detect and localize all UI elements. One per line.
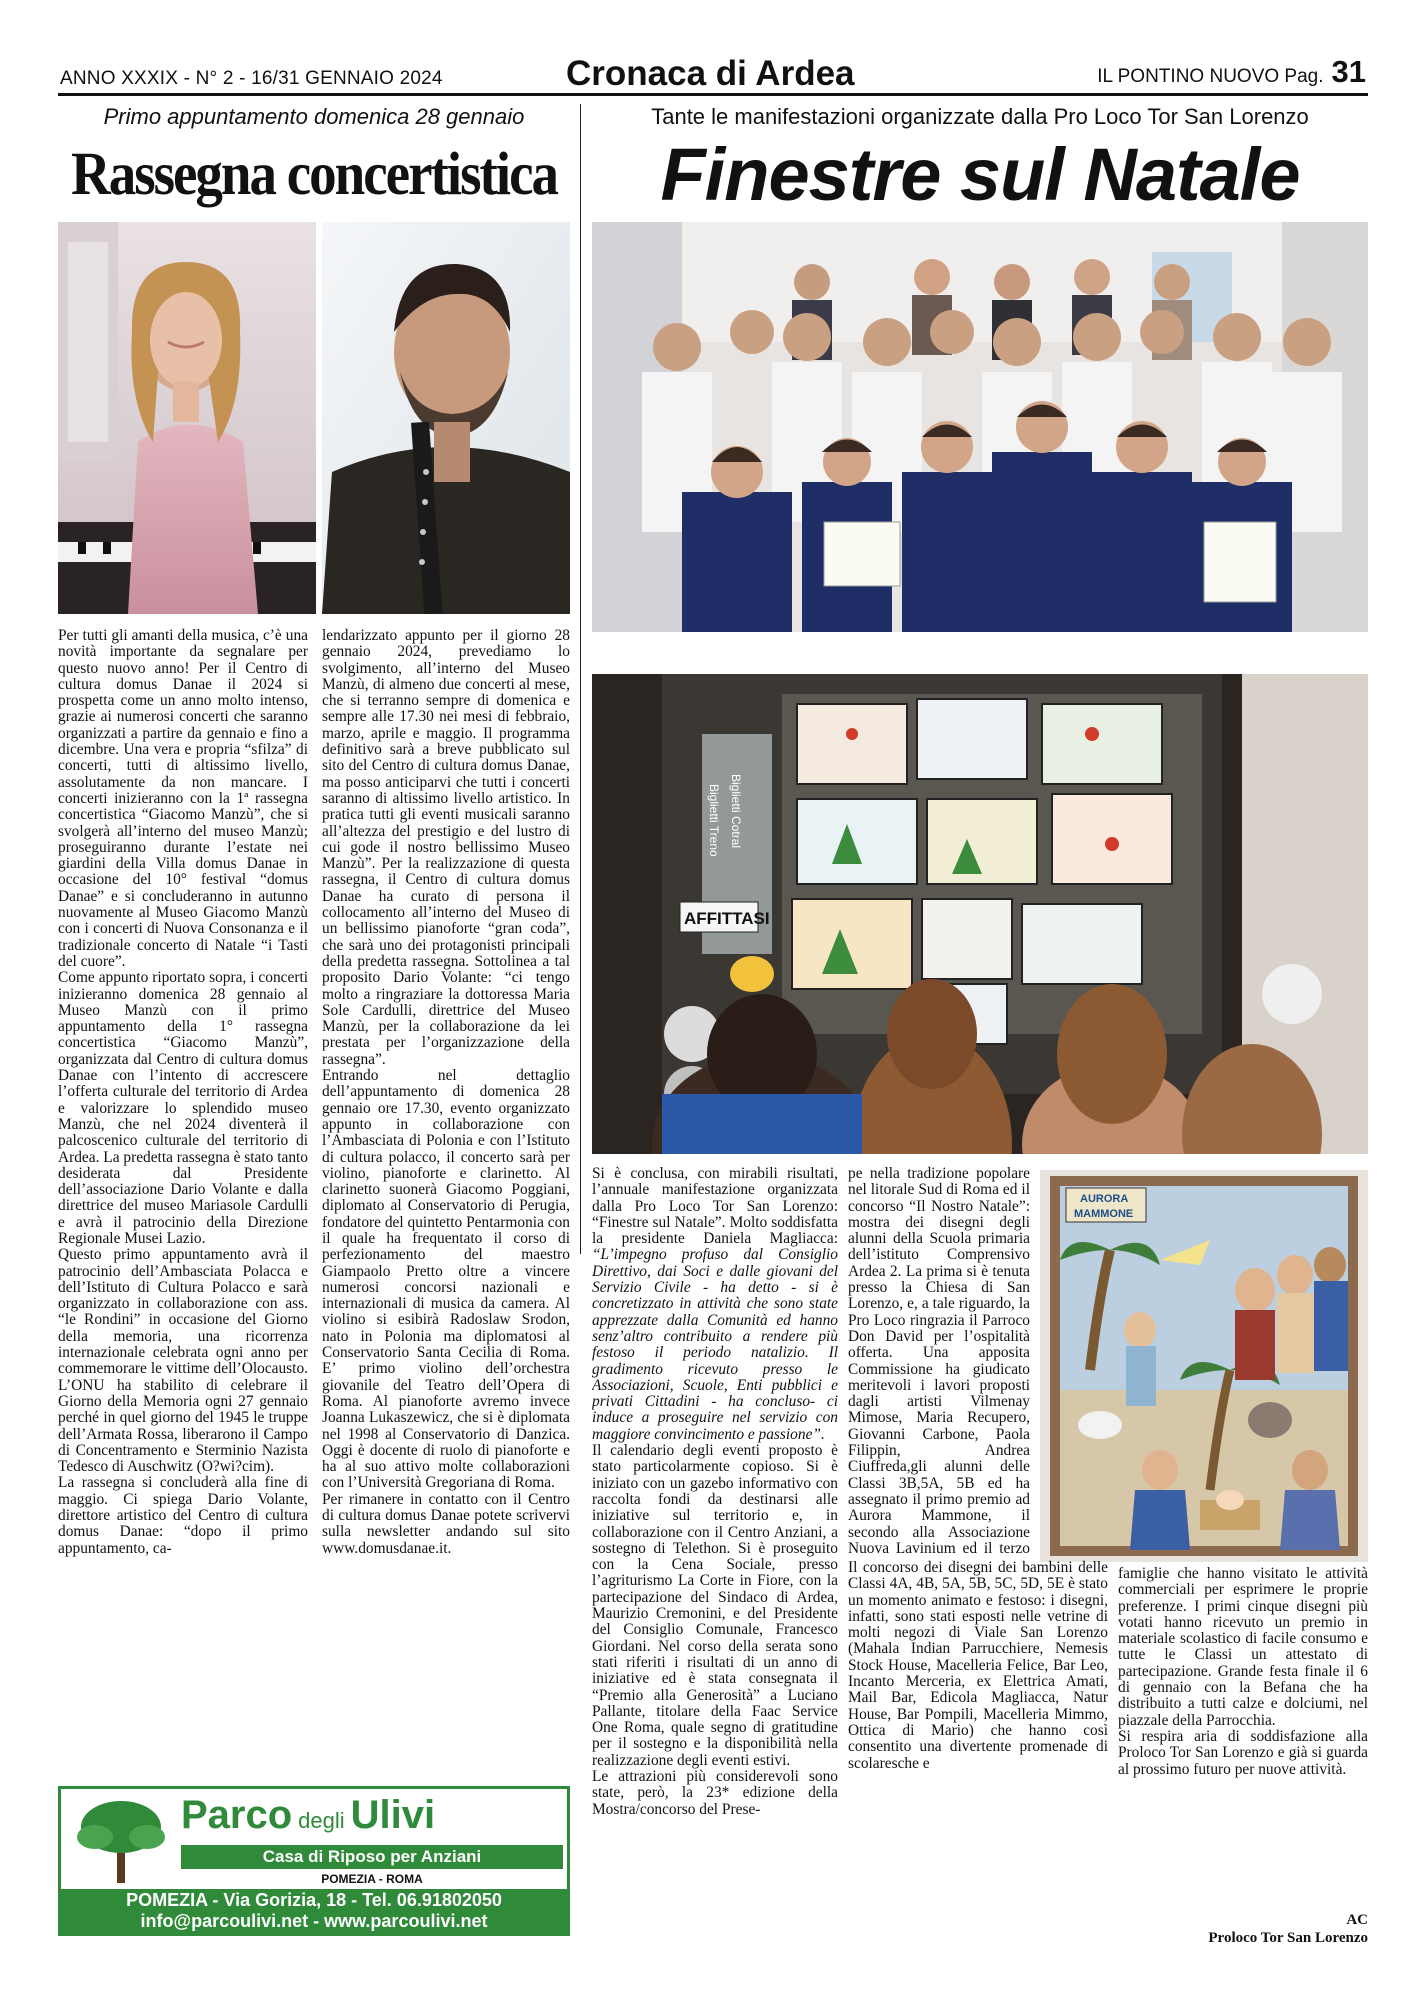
right-headline: Finestre sul Natale	[660, 133, 1300, 216]
intro-text: Si è conclusa, con mirabili risultati, l’annuale manifestazione organizzata dalla Pro Loco Tor San Lorenzo: “Finestre sul Natale”. Molto soddisfatta la presidente Daniela Magliacca:	[592, 1166, 838, 1248]
page-number: 31	[1331, 54, 1366, 89]
paper-name	[1097, 54, 1366, 90]
ad-brand-word-1: Parco	[181, 1793, 293, 1837]
advertisement-parco-ulivi[interactable]	[58, 1786, 570, 1936]
paper-label: IL PONTINO NUOVO Pag.	[1097, 66, 1324, 87]
right-kicker: Tante le manifestazioni organizzate dalla Pro Loco Tor San Lorenzo	[651, 104, 1309, 129]
ad-tagline: Casa di Riposo per Anziani	[181, 1845, 563, 1869]
paragraph: La rassegna si concluderà alla fine di maggio. Ci spiega Dario Volante, direttore artistico del Centro di cultura domus Danae: “dopo il primo appuntamento, ca-	[58, 1474, 308, 1557]
president-quote: “L’impegno profuso dal Consiglio Direttivo, dai Soci e dalle giovani del Servizio Civile - ha detto - si è concretizzato in attività che sono state apprezzate dalla Comunità ed hanno senz’altro contribuito a rendere più festoso il periodo natalizio. Il gradimento ricevuto presso le Associazioni, Scuole, Enti pubblici e privati Cittadini - ha concluso- ci induce a proseguire nel servizio con maggiore convincimento e passione”.	[592, 1246, 838, 1443]
photo-clarinetist	[322, 222, 570, 614]
left-headline: Rassegna concertistica	[70, 139, 558, 208]
signature-initials: AC	[1346, 1912, 1368, 1928]
paragraph: Questo primo appuntamento avrà il patrocinio dell’Ambasciata Polacca e dell’Istituto di Cultura Polacco e sarà organizzato in collaborazione con ass. “le Rondini” in occasione del Giorno della memoria, una ricorrenza internazionale celebrata ogni anno per commemorare le vittime dell’Olocausto. L’ONU ha stabilito di celebrare il Giorno della Memoria ogni 27 gennaio perché in quel giorno del 1945 le truppe dell’Armata Rossa, liberarono il Campo di Concentramento e Sterminio Nazista Tedesco di Auschwitz (O?wi?cim).	[58, 1246, 308, 1476]
paragraph: famiglie che hanno visitato le attività commerciali per esprimere le proprie preferenze. I primi cinque disegni più votati hanno ricevuto un premio in materiale scolastico di facile consumo e tutte le Classi un attestato di partecipazione. Grande festa finale il 6 di gennaio con la Befana che ha distribuito a tutti calze e dolciumi, nel piazzale della Parrocchia.	[1118, 1566, 1368, 1729]
paragraph: Si respira aria di soddisfazione alla Proloco Tor San Lorenzo e già si guarda al prossimo futuro per nuove attività.	[1118, 1727, 1368, 1778]
photo-pianist	[58, 222, 316, 614]
sign-cotral: Biglietti Cotral	[729, 774, 743, 849]
paragraph: Per rimanere in contatto con il Centro di cultura domus Danae potete scrivervi sulla newsletter andando sul sito www.domusdanae.it.	[322, 1490, 570, 1557]
left-article-col-2	[322, 628, 570, 1778]
ad-brand-word-3: Ulivi	[350, 1793, 436, 1837]
tile-label-2: MAMMONE	[1074, 1208, 1134, 1220]
ad-brand	[181, 1793, 435, 1838]
right-article-col-2-bottom	[848, 1560, 1108, 1950]
left-article-col-1	[58, 628, 308, 1778]
photo-shop-window	[592, 674, 1368, 1154]
section-title: Cronaca di Ardea	[566, 54, 855, 93]
issue-info: ANNO XXXIX - N° 2 - 16/31 GENNAIO 2024	[60, 68, 443, 89]
paragraph: Per tutti gli amanti della musica, c’è una novità importante da segnalare per questo nuovo anno! Per il Centro di cultura domus Danae il 2024 si prospetta come un anno molto intenso, grazie ai numerosi concerti che saranno organizzati a partire da gennaio e fino a dicembre. Una vera e propria “sfilza” di concerti, tutti di altissimo livello, assolutamente da non mancare. I concerti inizieranno con la 1ª rassegna concertistica “Giacomo Manzù”, che si svolgerà all’interno del museo Manzù; proseguiranno durante l’estate nei giardini della Villa domus Danae in occasione del 10° festival “domus Danae” e si concluderanno in autunno nuovamente al Museo Giacomo Manzù con i concerti di Nuova Consonanza e il tradizionale concerto di Natale “i Tasti del cuore”.	[58, 628, 308, 970]
ad-brand-word-2: degli	[298, 1808, 345, 1833]
sign-affittasi: AFFITTASI	[684, 909, 770, 928]
paragraph: lendarizzato appunto per il giorno 28 gennaio 2024, prevediamo lo svolgimento, all’interno del Museo Manzù, di almeno due concerti al mese, che si terranno sempre di domenica e sempre alle 17.30 nei mesi di febbraio, marzo, aprile e maggio. Il programma definitivo sarà a breve pubblicato sul sito del Centro di cultura domus Danae, ma posso anticiparvi che tutti i concerti saranno di altissimo livello artistico. In pratica tutti gli eventi musicali saranno all’altezza del prestigio e del lustro di cui gode il nostro bellissimo Museo Manzù”. Per la realizzazione di questa rassegna, il Centro di cultura domus Danae ha curato di persona il collocamento all’interno del Museo di un bellissimo pianoforte “gran coda”, che sarà uno dei protagonisti principali della predetta rassegna. Sottolinea a tal proposito Dario Volante: “ci tengo molto a ringraziare la dottoressa Maria Sole Cardulli, direttrice del Museo Manzù, per la collaborazione da lei prestata per l’organizzazione della rassegna”.	[322, 628, 570, 1068]
paragraph: Entrando nel dettaglio dell’appuntamento di domenica 28 gennaio ore 17.30, evento organizzato appunto in collaborazione con l’Ambasciata di Polonia e con l’Istituto di cultura polacco, il concerto sarà per violino, pianoforte e clarinetto. Al clarinetto suonerà Giacomo Poggiani, diplomato al Conservatorio di Perugia, fondatore del quintetto Pentarmonia con il quale ha frequentato il corso di perfezionamento del maestro Giampaolo Pretto oltre a vincere numerosi concorsi nazionali e internazionali di musica da camera. Al violino si esibirà Radoslaw Srodon, nato in Polonia ma diplomatosi al Conservatorio Santa Cecilia di Roma. E’ primo violino dell’orchestra giovanile del Teatro dell’Opera di Roma. Al pianoforte avremo invece Joanna Lukaszewicz, che si è diplomata nel 1998 al Conservatorio di Danzica. Oggi è docente di ruolo di pianoforte e ha al suo attivo molte collaborazioni con l’Università Gregoriana di Roma.	[322, 1067, 570, 1492]
right-article-col-2-top	[848, 1166, 1030, 1556]
photo-class-group	[592, 222, 1368, 632]
right-article-col-3	[1118, 1566, 1368, 1908]
ad-contact-bar	[61, 1889, 567, 1933]
paragraph: Le attrazioni più considerevoli sono state, però, la 23* edizione della Mostra/concorso del Prese-	[592, 1767, 838, 1818]
photo-nativity-tile	[1040, 1170, 1368, 1562]
ad-location: POMEZIA - ROMA	[321, 1872, 423, 1886]
paragraph	[592, 1166, 838, 1443]
olive-tree-icon	[69, 1793, 173, 1887]
ad-web[interactable]: info@parcoulivi.net - www.parcoulivi.net	[140, 1911, 488, 1931]
left-kicker: Primo appuntamento domenica 28 gennaio	[103, 104, 525, 129]
paragraph: pe nella tradizione popolare nel litorale Sud di Roma ed il concorso “Il Nostro Natale”: mostra dei disegni degli alunni della Scuola primaria dell’istituto Comprensivo Ardea 2. La prima si è tenuta presso la Chiesa di San Lorenzo, e, a tale riguardo, la Pro Loco ringrazia il Parroco Don David per l’ospitalità offerta. Una apposita Commissione ha giudicato meritevoli i lavori proposti dagli artisti Vilmenay Mimose, Maria Recupero, Giovanni Carbone, Paola Filippin, Andrea Ciuffreda,gli alunni delle Classi 3B,5A, 5B ed ha assegnato il primo premio ad Aurora Mammone, il secondo alla Associazione Nuova Lavinium ed il terzo	[848, 1166, 1030, 1556]
signature-org: Proloco Tor San Lorenzo	[1208, 1930, 1368, 1946]
paragraph: Il concorso dei disegni dei bambini delle Classi 4A, 4B, 5A, 5B, 5C, 5D, 5E è stato un momento animato e festoso: i disegni, infatti, sono stati esposti nelle vetrine di molti negozi di Viale San Lorenzo (Mahala Indian Parrucchiere, Nemesis Stock House, Macelleria Felice, Bar Leo, Incanto Merceria, ex Elettrica Amati, Mail Bar, Edicola Magliacca, Natur House, Bar Pompili, Macelleria Mimmo, Ottica di Mario) che hanno così consentito una divertente promenade di scolaresche e	[848, 1560, 1108, 1772]
column-divider	[580, 104, 581, 1254]
ad-address: POMEZIA - Via Gorizia, 18 - Tel. 06.91802050	[126, 1890, 502, 1910]
page-header	[58, 54, 1368, 96]
paragraph: Il calendario degli eventi proposto è stato particolarmente copioso. Si è iniziato con un gazebo informativo con raccolta fondi da destinarsi alle iniziative sul territorio e, in collaborazione con il Centro Anziani, a sostegno di Telethon. Si è proseguito con la Cena Sociale, presso l’agriturismo La Corte in Fiore, con la partecipazione del Sindaco di Ardea, Maurizio Cremonini, e del Presidente del Consiglio Comunale, Francesco Giordani. Nel corso della serata sono stati riferiti i risultati di un anno di iniziative ed è stata consegnata il “Premio alla Generosità” a Luciano Pallante, titolare della Faac Service One Roma, quale segno di gratitudine per il sostegno e la disponibilità nella realizzazione degli eventi estivi.	[592, 1442, 838, 1769]
paragraph: Come appunto riportato sopra, i concerti inizieranno domenica 28 gennaio al Museo Manzù con il primo appuntamento della 1° rassegna concertistica “Giacomo Manzù”, organizzata dal Centro di cultura domus Danae con l’intento di accrescere l’offerta culturale del territorio di Ardea e valorizzare lo splendido museo Manzù, che nel 2024 diventerà il palcoscenico culturale del territorio di Ardea. La predetta rassegna è stato tanto desiderata dal Presidente dell’associazione Dario Volante e dalla direttrice del museo Mariasole Cardulli e avrà il patrocinio della Direzione Regionale Musei Lazio.	[58, 969, 308, 1247]
tile-label-1: AURORA	[1080, 1193, 1129, 1205]
sign-treno: Biglietti Treno	[707, 784, 721, 857]
right-article-col-1	[592, 1166, 838, 1946]
